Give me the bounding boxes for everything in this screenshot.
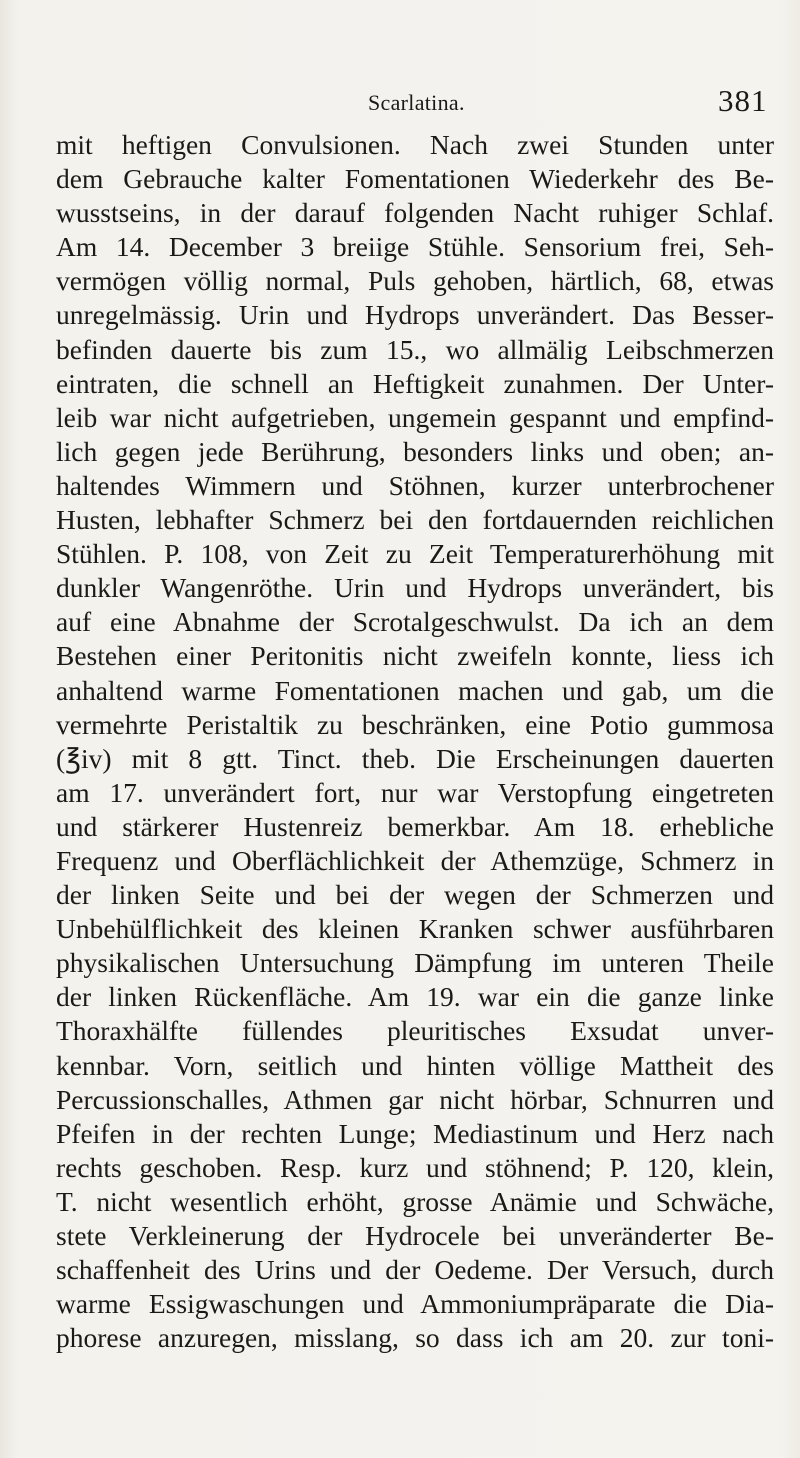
text-line: befinden dauerte bis zum 15., wo allmälig Leibschmerzen <box>56 333 774 365</box>
text-line: kennbar. Vorn, seitlich und hinten völlige Mattheit des <box>56 1049 774 1081</box>
text-line: lich gegen jede Berührung, besonders links und oben; an- <box>56 435 774 467</box>
text-line: haltendes Wimmern und Stöhnen, kurzer unterbrochener <box>56 469 774 501</box>
text-line: mit heftigen Convulsionen. Nach zwei Stunden unter <box>56 129 774 160</box>
text-line: dunkler Wangenröthe. Urin und Hydrops unverändert, bis <box>56 572 774 604</box>
text-line: eintraten, die schnell an Heftigkeit zunahmen. Der Unter- <box>56 367 774 399</box>
text-line: am 17. unverändert fort, nur war Verstopfung eingetreten <box>56 776 774 808</box>
page-header <box>0 78 800 118</box>
text-line: und stärkerer Hustenreiz bemerkbar. Am 18. erhebliche <box>56 810 774 842</box>
text-line: anhaltend warme Fomentationen machen und gab, um die <box>56 674 774 706</box>
text-line: wusstseins, in der darauf folgenden Nacht ruhiger Schlaf. <box>56 197 774 229</box>
text-line: T. nicht wesentlich erhöht, grosse Anämie und Schwäche, <box>56 1185 774 1217</box>
text-line: unregelmässig. Urin und Hydrops unverändert. Das Besser- <box>56 299 774 331</box>
text-line: leib war nicht aufgetrieben, ungemein gespannt und empfind- <box>56 401 774 433</box>
running-title: Scarlatina. <box>368 90 465 115</box>
text-line: Percussionschalles, Athmen gar nicht hörbar, Schnurren und <box>56 1083 774 1115</box>
text-line: Stühlen. P. 108, von Zeit zu Zeit Temperaturerhöhung mit <box>56 538 774 570</box>
text-line: der linken Rückenfläche. Am 19. war ein die ganze linke <box>56 981 774 1013</box>
text-line: Am 14. December 3 breiige Stühle. Sensorium frei, Seh- <box>56 231 774 263</box>
text-line: Bestehen einer Peritonitis nicht zweifeln konnte, liess ich <box>56 640 774 672</box>
text-line: warme Essigwaschungen und Ammoniumpräparate die Dia- <box>56 1288 774 1320</box>
text-line: der linken Seite und bei der wegen der Schmerzen und <box>56 879 774 911</box>
body-text <box>56 128 774 1355</box>
text-line: (℥iv) mit 8 gtt. Tinct. theb. Die Erscheinungen dauerten <box>56 742 774 774</box>
text-line: vermögen völlig normal, Puls gehoben, härtlich, 68, etwas <box>56 265 774 297</box>
text-line: Pfeifen in der rechten Lunge; Mediastinum und Herz nach <box>56 1117 774 1149</box>
text-line: phorese anzuregen, misslang, so dass ich am 20. zur toni- <box>56 1322 774 1354</box>
page-number: 381 <box>718 83 768 118</box>
text-line: auf eine Abnahme der Scrotalgeschwulst. Da ich an dem <box>56 606 774 638</box>
text-line: Husten, lebhafter Schmerz bei den fortdauernden reichlichen <box>56 504 774 536</box>
text-line: schaffenheit des Urins und der Oedeme. Der Versuch, durch <box>56 1254 774 1286</box>
text-line: Frequenz und Oberflächlichkeit der Athemzüge, Schmerz in <box>56 844 774 876</box>
text-line: Thoraxhälfte füllendes pleuritisches Exsudat unver- <box>56 1015 774 1047</box>
text-line: rechts geschoben. Resp. kurz und stöhnend; P. 120, klein, <box>56 1151 774 1183</box>
text-line: physikalischen Untersuchung Dämpfung im unteren Theile <box>56 947 774 979</box>
text-line: Unbehülflichkeit des kleinen Kranken schwer ausführbaren <box>56 913 774 945</box>
text-line: vermehrte Peristaltik zu beschränken, eine Potio gummosa <box>56 708 774 740</box>
text-line: dem Gebrauche kalter Fomentationen Wiederkehr des Be- <box>56 163 774 195</box>
text-line: stete Verkleinerung der Hydrocele bei unveränderter Be- <box>56 1220 774 1251</box>
